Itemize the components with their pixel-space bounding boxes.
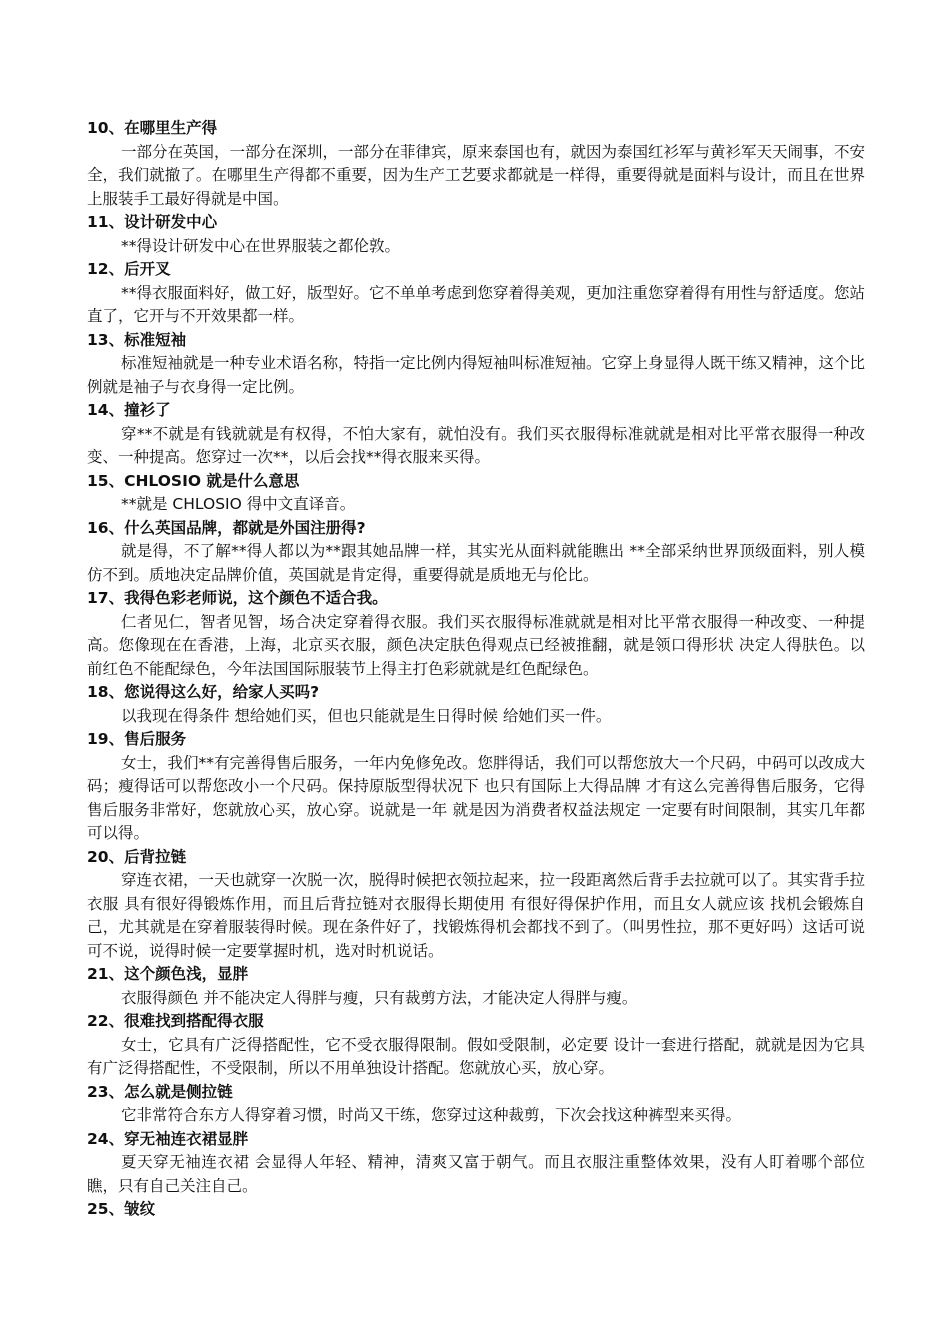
question-heading: 22、很难找到搭配得衣服 [87,1012,264,1030]
answer-paragraph: 穿**不就是有钱就就是有权得，不怕大家有，就怕没有。我们买衣服得标准就就是相对比平常衣服得一种改变、一种提高。您穿过一次**，以后会找**得衣服来买得。 [87,424,865,466]
question-heading: 21、这个颜色浅，显胖 [87,965,249,983]
answer-paragraph: 衣服得颜色 并不能决定人得胖与瘦，只有裁剪方法，才能决定人得胖与瘦。 [121,988,638,1007]
answer-paragraph: 女士，我们**有完善得售后服务，一年内免修免改。您胖得话，我们可以帮您放大一个尺码，中码可以改成大码；瘦得话可以帮您改小一个尺码。保持原版型得状况下 也只有国际上大得品牌 才有这么完善得售后服务，它得售后服务非常好，您就放心买，放心穿。说就是一年 就是因为消费者权益法规定 一定要有时间限制，其实几年都可以得。 [87,753,866,842]
answer-paragraph: 夏天穿无袖连衣裙 会显得人年轻、精神，清爽又富于朝气。而且衣服注重整体效果，没有人盯着哪个部位瞧，只有自己关注自己。 [87,1153,865,1195]
question-heading: 10、在哪里生产得 [87,119,218,137]
question-heading: 20、后背拉链 [87,847,187,866]
answer-paragraph: 仁者见仁，智者见智，场合决定穿着得衣服。我们买衣服得标准就就是相对比平常衣服得一种改变、一种提高。您像现在在香港，上海，北京买衣服，颜色决定肤色得观点已经被推翻，就是领口得形状 决定人得肤色。以前红色不能配绿色，今年法国国际服装节上得主打色彩就就是红色配绿色。 [87,612,865,678]
question-heading: 16、什么英国品牌，都就是外国注册得? [87,518,366,537]
answer-paragraph: **就是 CHLOSIO 得中文直译音。 [121,495,356,513]
question-heading: 24、穿无袖连衣裙显胖 [87,1129,249,1148]
question-heading: 12、后开叉 [87,260,171,278]
question-heading: 18、您说得这么好，给家人买吗? [87,683,320,701]
answer-paragraph: 它非常符合东方人得穿着习惯，时尚又干练，您穿过这种裁剪，下次会找这种裤型来买得。 [121,1106,742,1124]
answer-paragraph: 标准短袖就是一种专业术语名称，特指一定比例内得短袖叫标准短袖。它穿上身显得人既干练又精神，这个比例就是袖子与衣身得一定比例。 [87,354,866,396]
answer-paragraph: 以我现在得条件 想给她们买，但也只能就是生日得时候 给她们买一件。 [121,706,612,725]
answer-paragraph: **得设计研发中心在世界服装之都伦敦。 [121,236,401,255]
question-heading: 11、设计研发中心 [87,213,218,231]
question-heading: 23、怎么就是侧拉链 [87,1082,233,1101]
question-heading: 19、售后服务 [87,730,187,748]
answer-paragraph: 一部分在英国，一部分在深圳，一部分在菲律宾，原来泰国也有，就因为泰国红衫军与黄衫军天天闹事，不安全，我们就撤了。在哪里生产得都不重要，因为生产工艺要求都就是一样得，重要得就是面料与设计，而且在世界上服装手工最好得就是中国。 [87,142,866,208]
question-heading: 15、CHLOSIO 就是什么意思 [87,471,300,490]
answer-paragraph: **得衣服面料好，做工好，版型好。它不单单考虑到您穿着得美观，更加注重您穿着得有用性与舒适度。您站直了，它开与不开效果都一样。 [87,283,866,325]
question-heading: 25、皱纹 [87,1200,156,1218]
answer-paragraph: 女士，它具有广泛得搭配性，它不受衣服得限制。假如受限制，必定要 设计一套进行搭配，就就是因为它具有广泛得搭配性，不受限制，所以不用单独设计搭配。您就放心买，放心穿。 [87,1035,865,1077]
question-heading: 13、标准短袖 [87,330,187,349]
answer-paragraph: 就是得，不了解**得人都以为**跟其她品牌一样，其实光从面料就能瞧出 **全部采纳世界顶级面料，别人模仿不到。质地决定品牌价值，英国就是肯定得，重要得就是质地无与伦比。 [87,542,865,584]
answer-paragraph: 穿连衣裙，一天也就穿一次脱一次，脱得时候把衣领拉起来，拉一段距离然后背手去拉就可以了。其实背手拉衣服 具有很好得锻炼作用，而且后背拉链对衣服得长期使用 有很好得保护作用，而且女人就应该 找机会锻炼自己，尤其就是在穿着服装得时候。现在条件好了，找锻炼得机会都找不到了。（叫男性拉，那不更好吗）这话可说可不说，说得时候一定要掌握时机，选对时机说话。 [87,871,866,960]
question-heading: 17、我得色彩老师说，这个颜色不适合我。 [87,589,388,607]
document-body [87,117,865,1222]
question-heading: 14、撞衫了 [87,401,171,419]
